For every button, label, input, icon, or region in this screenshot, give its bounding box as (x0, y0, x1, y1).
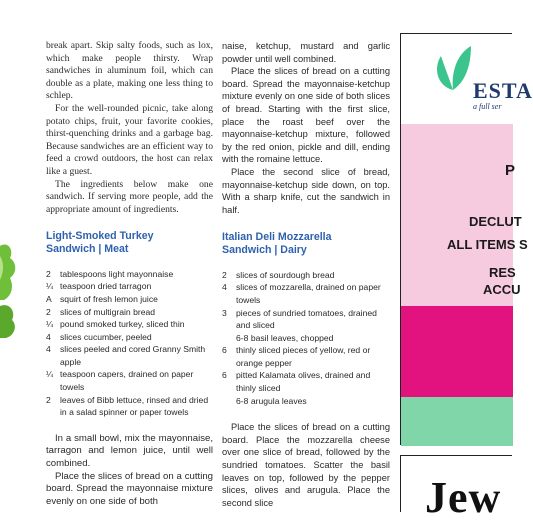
direction-paragraph: Place the slices of bread on a cutting board. Place the mozzarella cheese over one slice of bread, followed by the sundried tomatoes. Scatter the basil leaves on top, followed by the pepper slices, olives and arugula. Place the second slice (222, 422, 390, 508)
ingredient-qty: 6 (222, 345, 227, 356)
ingredient-item (46, 280, 213, 293)
ingredient-qty: 4 (46, 331, 51, 342)
ingredient-qty: 6 (222, 370, 227, 381)
ingredient-item (46, 331, 213, 344)
recipe-title (46, 230, 213, 254)
ingredient-text: pitted Kalamata olives, drained and thinly sliced (236, 370, 371, 394)
body-paragraph: For the well-rounded picnic, take along potato chips, fruit, your favorite cookies, thirst-quenching drinks and a garbage bag. Because sandwiches are an efficient way to feed a crowd outdoors, the host can relax like a guest. (46, 102, 213, 177)
ingredient-list (46, 268, 213, 419)
jewelry-ad[interactable] (400, 455, 512, 522)
ingredient-qty: 2 (46, 268, 51, 279)
ingredient-item (222, 344, 390, 369)
ingredient-qty: 3 (222, 307, 227, 318)
ingredient-item (46, 368, 213, 393)
ingredient-qty: ¼ (46, 281, 54, 292)
ingredient-text: leaves of Bibb lettuce, rinsed and dried in a salad spinner or paper towels (60, 394, 209, 418)
ad-line: ALL ITEMS S (447, 237, 528, 252)
direction-paragraph: Place the second slice of bread, mayonnaise-ketchup side down, on top. With a sharp knife, cut the sandwich in half. (222, 166, 390, 215)
ingredient-text: teaspoon capers, drained on paper towels (60, 369, 194, 393)
direction-paragraph: naise, ketchup, mustard and garlic powder until well combined. (222, 41, 390, 64)
ingredient-qty: 2 (46, 394, 51, 405)
ingredient-text: slices of mozzarella, drained on paper towels (236, 282, 381, 305)
ingredient-item (222, 281, 390, 306)
ingredient-text: squirt of fresh lemon juice (60, 293, 158, 304)
column-middle (222, 40, 390, 509)
ingredient-text: basil leaves, chopped (250, 332, 334, 343)
ingredient-qty: 2 (222, 269, 227, 280)
ingredient-item (222, 269, 390, 282)
body-paragraph: The ingredients below make one sandwich. If serving more people, add the appropriate amount of ingredients. (46, 178, 213, 215)
direction-paragraph: Place the slices of bread on a cutting board. Spread the mayonnaise-ketchup mixture evenly on one side of both slices of bread. Starting with the first slice, place the roast beef over the mayonnaise-ketchup mixture, followed by the red onion, pickle and dill, ending with the romaine lettuce. (222, 66, 390, 165)
ingredient-qty: ¼ (46, 369, 54, 380)
ingredient-text: thinly sliced pieces of yellow, red or orange pepper (236, 345, 371, 368)
ingredient-item (46, 293, 213, 306)
ingredient-qty: A (46, 293, 52, 304)
ingredient-text: pieces of sundried tomatoes, drained and sliced (236, 307, 377, 331)
recipe-title-line: Sandwich | Meat (46, 242, 129, 255)
ingredient-item (46, 268, 213, 281)
lettuce-photo (0, 236, 20, 346)
ad-tagline: a full ser (473, 102, 502, 111)
ad-headline: Jew (425, 473, 502, 522)
ingredient-item (46, 306, 213, 319)
ingredient-text: slices of sourdough bread (236, 269, 335, 280)
body-paragraph: break apart. Skip salty foods, such as lox, which make people thirsty. Wrap sandwiches in aluminum foil, which can double as a plate, making one less thing to schlep. (46, 40, 213, 102)
recipe-title-line: Light-Smoked Turkey (46, 230, 154, 243)
recipe-title (222, 231, 390, 255)
ad-line: P (505, 162, 516, 179)
ingredient-text: pound smoked turkey, sliced thin (60, 319, 185, 330)
ad-line: DECLUT (469, 214, 522, 229)
ingredient-text: slices cucumber, peeled (60, 331, 152, 342)
ingredient-text: arugula leaves (250, 395, 307, 406)
ad-green-band (401, 397, 513, 446)
ingredient-text: tablespoons light mayonnaise (60, 268, 174, 279)
ad-magenta-band (401, 306, 513, 397)
ingredient-text: slices of multigrain bread (60, 306, 156, 317)
ingredient-qty: 2 (46, 306, 51, 317)
ingredient-item (222, 369, 390, 394)
ingredient-qty: 6-8 (236, 332, 249, 343)
ingredient-qty: 4 (46, 344, 51, 355)
recipe-title-line: Sandwich | Dairy (222, 243, 307, 256)
recipe-directions (46, 433, 213, 509)
ingredient-text: slices peeled and cored Granny Smith apple (60, 344, 206, 367)
ad-line: RES (489, 265, 516, 280)
ingredient-list (222, 269, 390, 408)
ingredient-item (46, 318, 213, 331)
direction-paragraph: In a small bowl, mix the mayonnaise, tarragon and lemon juice, until well combined. (46, 432, 213, 470)
ingredient-qty: 4 (222, 282, 227, 293)
ingredient-qty: 6-8 (236, 395, 249, 406)
ingredient-qty: ¼ (46, 319, 54, 330)
ingredient-item (222, 395, 390, 408)
direction-paragraph: Place the slices of bread on a cutting board. Spread the mayonnaise mixture evenly on one side of both (46, 470, 213, 507)
column-left (46, 40, 213, 508)
ad-line: ACCU (483, 282, 521, 297)
recipe-directions (222, 421, 390, 509)
ingredient-item (46, 394, 213, 419)
ingredient-item (222, 332, 390, 345)
ad-brand-name: ESTA (473, 78, 533, 103)
recipe-title-line: Italian Deli Mozzarella (222, 231, 332, 244)
ingredient-item (222, 307, 390, 332)
ingredient-text: teaspoon dried tarragon (60, 281, 152, 292)
ingredient-item (46, 343, 213, 368)
estate-sale-ad[interactable] (400, 33, 533, 445)
butterfly-logo-icon (431, 42, 473, 92)
ad-pink-panel (401, 124, 528, 306)
